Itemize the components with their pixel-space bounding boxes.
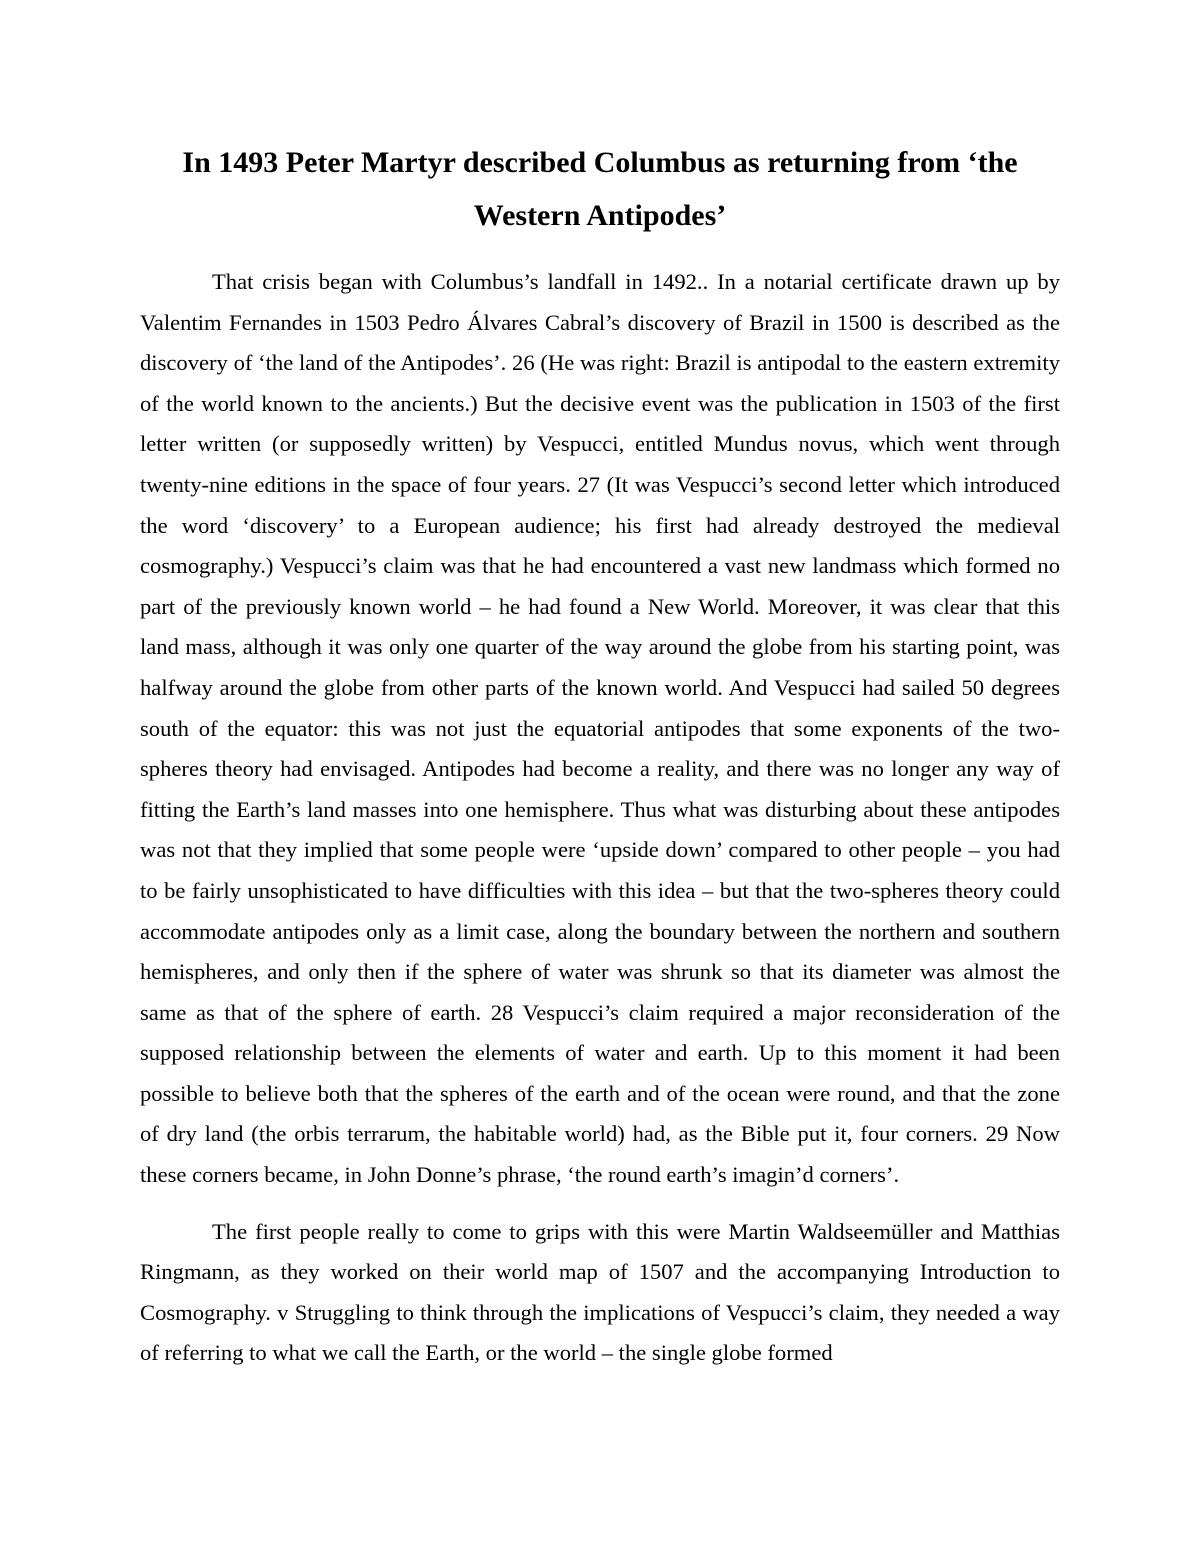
paragraph-2: The first people really to come to grips with this were Martin Waldseemüller and Matthias Ringmann, as they worked on their world map of 1507 and the accompanying Introduction to Cosmography. v Struggling to think through the implications of Vespucci’s claim, they needed a way of referring to what we call the Earth, or the world – the single globe formed [140, 1218, 1060, 1366]
document-body [140, 262, 1060, 1374]
document-title: In 1493 Peter Martyr described Columbus as returning from ‘the Western Antipodes’ [182, 146, 1018, 232]
paragraph-1: That crisis began with Columbus’s landfall in 1492.. In a notarial certificate drawn up by Valentim Fernandes in 1503 Pedro Álvares Cabral’s discovery of Brazil in 1500 is described as the discovery of ‘the land of the Antipodes’. 26 (He was right: Brazil is antipodal to the eastern extremity of the world known to the ancients.) But the decisive event was the publication in 1503 of the first letter written (or supposedly written) by Vespucci, entitled Mundus novus, which went through twenty-nine editions in the space of four years. 27 (It was Vespucci’s second letter which introduced the word ‘discovery’ to a European audience; his first had already destroyed the medieval cosmography.) Vespucci’s claim was that he had encountered a vast new landmass which formed no part of the previously known world – he had found a New World. Moreover, it was clear that this land mass, although it was only one quarter of the way around the globe from his starting point, was halfway around the globe from other parts of the known world. And Vespucci had sailed 50 degrees south of the equator: this was not just the equatorial antipodes that some exponents of the two-spheres theory had envisaged. Antipodes had become a reality, and there was no longer any way of fitting the Earth’s land masses into one hemisphere. Thus what was disturbing about these antipodes was not that they implied that some people were ‘upside down’ compared to other people – you had to be fairly unsophisticated to have difficulties with this idea – but that the two-spheres theory could accommodate antipodes only as a limit case, along the boundary between the northern and southern hemispheres, and only then if the sphere of water was shrunk so that its diameter was almost the same as that of the sphere of earth. 28 Vespucci’s claim required a major reconsideration of the supposed relationship between the elements of water and earth. Up to this moment it had been possible to believe both that the spheres of the earth and of the ocean were round, and that the zone of dry land (the orbis terrarum, the habitable world) had, as the Bible put it, four corners. 29 Now these corners became, in John Donne’s phrase, ‘the round earth’s imagin’d corners’. [140, 269, 1060, 1188]
